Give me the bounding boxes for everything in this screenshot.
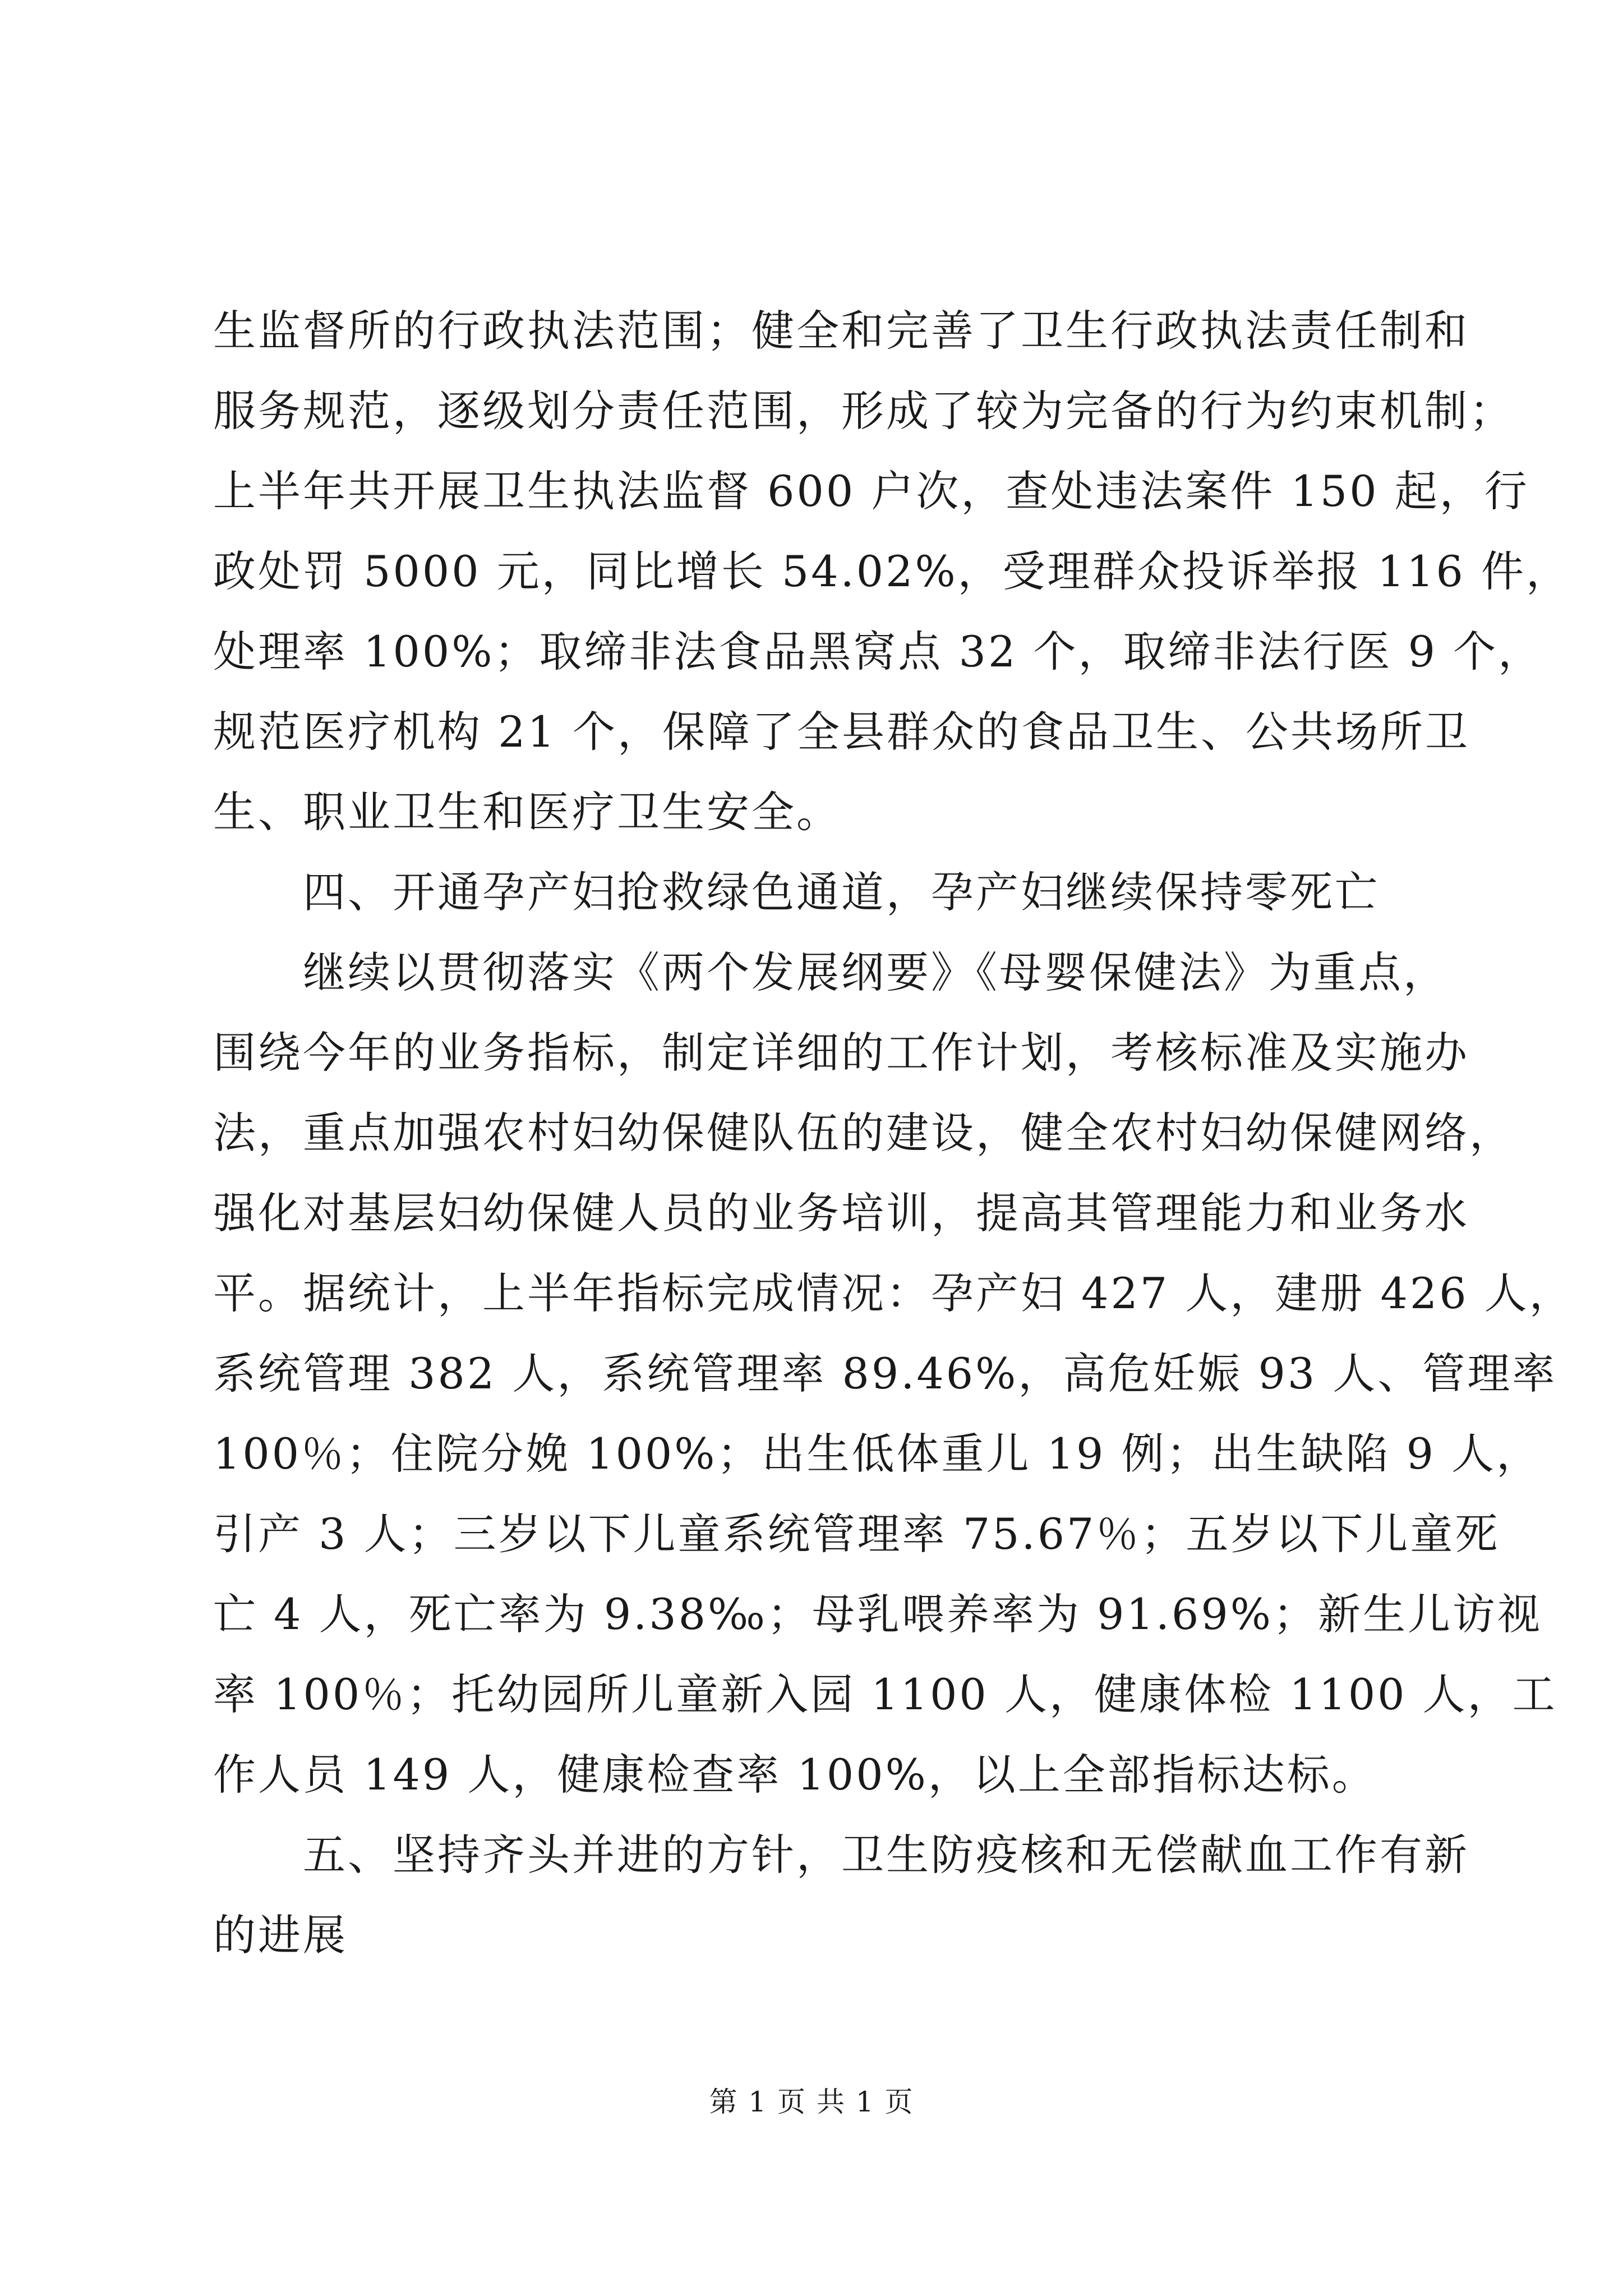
text-line: 生监督所的行政执法范围；健全和完善了卫生行政执法责任制和 (213, 306, 1469, 356)
section-heading-continued: 的进展 (213, 1910, 348, 1960)
text-line: 服务规范，逐级划分责任范围，形成了较为完备的行为约束机制； (213, 386, 1514, 436)
text-line: 规范医疗机构 21 个，保障了全县群众的食品卫生、公共场所卫 (213, 707, 1470, 757)
text-line: 系统管理 382 人，系统管理率 89.46%，高危妊娠 93 人、管理率 (213, 1349, 1557, 1398)
text-line: 生、职业卫生和医疗卫生安全。 (213, 787, 841, 837)
text-line: 100％；住院分娩 100%；出生低体重儿 19 例；出生缺陷 9 人， (213, 1429, 1542, 1479)
section-heading: 五、坚持齐头并进的方针，卫生防疫核和无偿献血工作有新 (213, 1830, 1469, 1880)
text-line: 处理率 100%；取缔非法食品黑窝点 32 个，取缔非法行医 9 个， (213, 627, 1543, 677)
text-line: 平。据统计，上半年指标完成情况：孕产妇 427 人，建册 426 人， (213, 1268, 1574, 1318)
text-line: 政处罚 5000 元，同比增长 54.02%，受理群众投诉举报 116 件， (213, 546, 1571, 596)
text-line: 作人员 149 人，健康检查率 100%，以上全部指标达标。 (213, 1750, 1377, 1800)
text-line: 法，重点加强农村妇幼保健队伍的建设，健全农村妇幼保健网络， (213, 1108, 1514, 1158)
section-heading: 四、开通孕产妇抢救绿色通道，孕产妇继续保持零死亡 (213, 867, 1380, 917)
page-footer: 第 1 页 共 1 页 (709, 2086, 914, 2118)
text-line: 继续以贯彻落实《两个发展纲要》《母婴保健法》为重点， (213, 947, 1448, 997)
text-line: 围绕今年的业务指标，制定详细的工作计划，考核标准及实施办 (213, 1028, 1469, 1078)
text-line: 率 100％；托幼园所儿童新入园 1100 人，健康体检 1100 人，工 (213, 1669, 1557, 1719)
text-line: 引产 3 人；三岁以下儿童系统管理率 75.67％；五岁以下儿童死 (213, 1509, 1500, 1559)
text-line: 上半年共开展卫生执法监督 600 户次，查处违法案件 150 起，行 (213, 466, 1529, 516)
text-line: 亡 4 人，死亡率为 9.38‰；母乳喂养率为 91.69%；新生儿访视 (213, 1589, 1542, 1639)
text-line: 强化对基层妇幼保健人员的业务培训，提高其管理能力和业务水 (213, 1188, 1469, 1238)
